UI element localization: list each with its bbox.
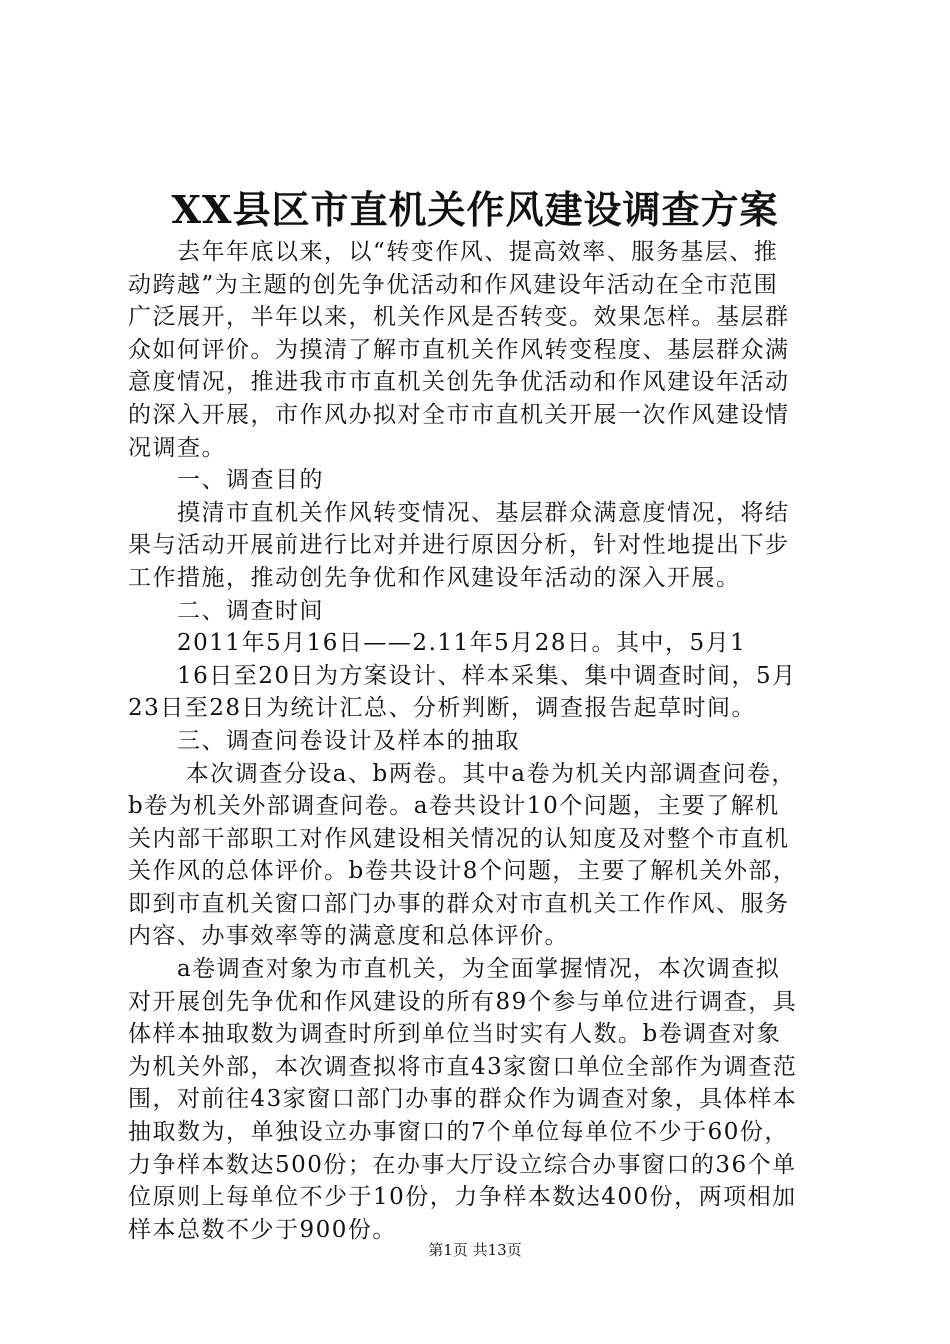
body-line: 16日至20日为方案设计、样本采集、集中调查时间，5月 [128,662,797,689]
section-heading: 二、调查时间 [128,597,324,624]
body-line: 2011年5月16日——2.11年5月28日。其中，5月1 [128,630,747,657]
body-line: 关内部干部职工对作风建设相关情况的认知度及对整个市直机 [128,825,790,852]
body-line: 样本总数不少于900份。 [128,1216,397,1243]
body-line: 摸清市直机关作风转变情况、基层群众满意度情况，将结 [128,499,790,526]
document-body [128,236,828,1246]
body-line: 众如何评价。为摸清了解市直机关作风转变程度、基层群众满 [128,336,790,363]
section-heading: 一、调查目的 [128,467,324,494]
body-line: 意度情况，推进我市市直机关创先争优活动和作风建设年活动 [128,369,790,396]
body-line: 即到市直机关窗口部门办事的群众对市直机关工作作风、服务 [128,890,790,917]
document-title: XX县区市直机关作风建设调查方案 [171,187,779,232]
body-line: b卷为机关外部调查问卷。a卷共设计10个问题，主要了解机 [128,793,780,820]
body-line: 本次调查分设a、b两卷。其中a卷为机关内部调查问卷， [128,760,796,787]
body-line: 对开展创先争优和作风建设的所有89个参与单位进行调查，具 [128,988,798,1015]
body-line: 抽取数为，单独设立办事窗口的7个单位每单位不少于60份， [128,1119,789,1146]
body-line: 关作风的总体评价。b卷共设计8个问题，主要了解机关外部， [128,858,798,885]
body-line: 力争样本数达500份；在办事大厅设立综合办事窗口的36个单 [128,1151,797,1178]
body-line: 况调查。 [128,434,226,461]
page-number-footer: 第1页 共13页 [428,1241,522,1259]
body-line: 动跨越”为主题的创先争优活动和作风建设年活动在全市范围 [128,271,779,298]
section-heading: 三、调查问卷设计及样本的抽取 [128,727,520,754]
body-line: 围，对前往43家窗口部门办事的群众作为调查对象，具体样本 [128,1086,798,1113]
body-line: a卷调查对象为市直机关，为全面掌握情况，本次调查拟 [128,956,781,983]
body-line: 工作措施，推动创先争优和作风建设年活动的深入开展。 [128,564,741,591]
body-line: 广泛展开，半年以来，机关作风是否转变。效果怎样。基层群 [128,304,790,331]
body-line: 果与活动开展前进行比对并进行原因分析，针对性地提出下步 [128,532,790,559]
body-line: 23日至28日为统计汇总、分析判断，调查报告起草时间。 [128,695,757,722]
body-line: 去年年底以来，以“转变作风、提高效率、服务基层、推 [128,239,779,265]
body-line: 的深入开展，市作风办拟对全市市直机关开展一次作风建设情 [128,401,790,428]
body-line: 为机关外部，本次调查拟将市直43家窗口单位全部作为调查范 [128,1053,798,1080]
body-line: 位原则上每单位不少于10份，力争样本数达400份，两项相加 [128,1184,797,1211]
body-line: 内容、办事效率等的满意度和总体评价。 [128,923,569,950]
body-line: 体样本抽取数为调查时所到单位当时实有人数。b卷调查对象 [128,1021,782,1048]
